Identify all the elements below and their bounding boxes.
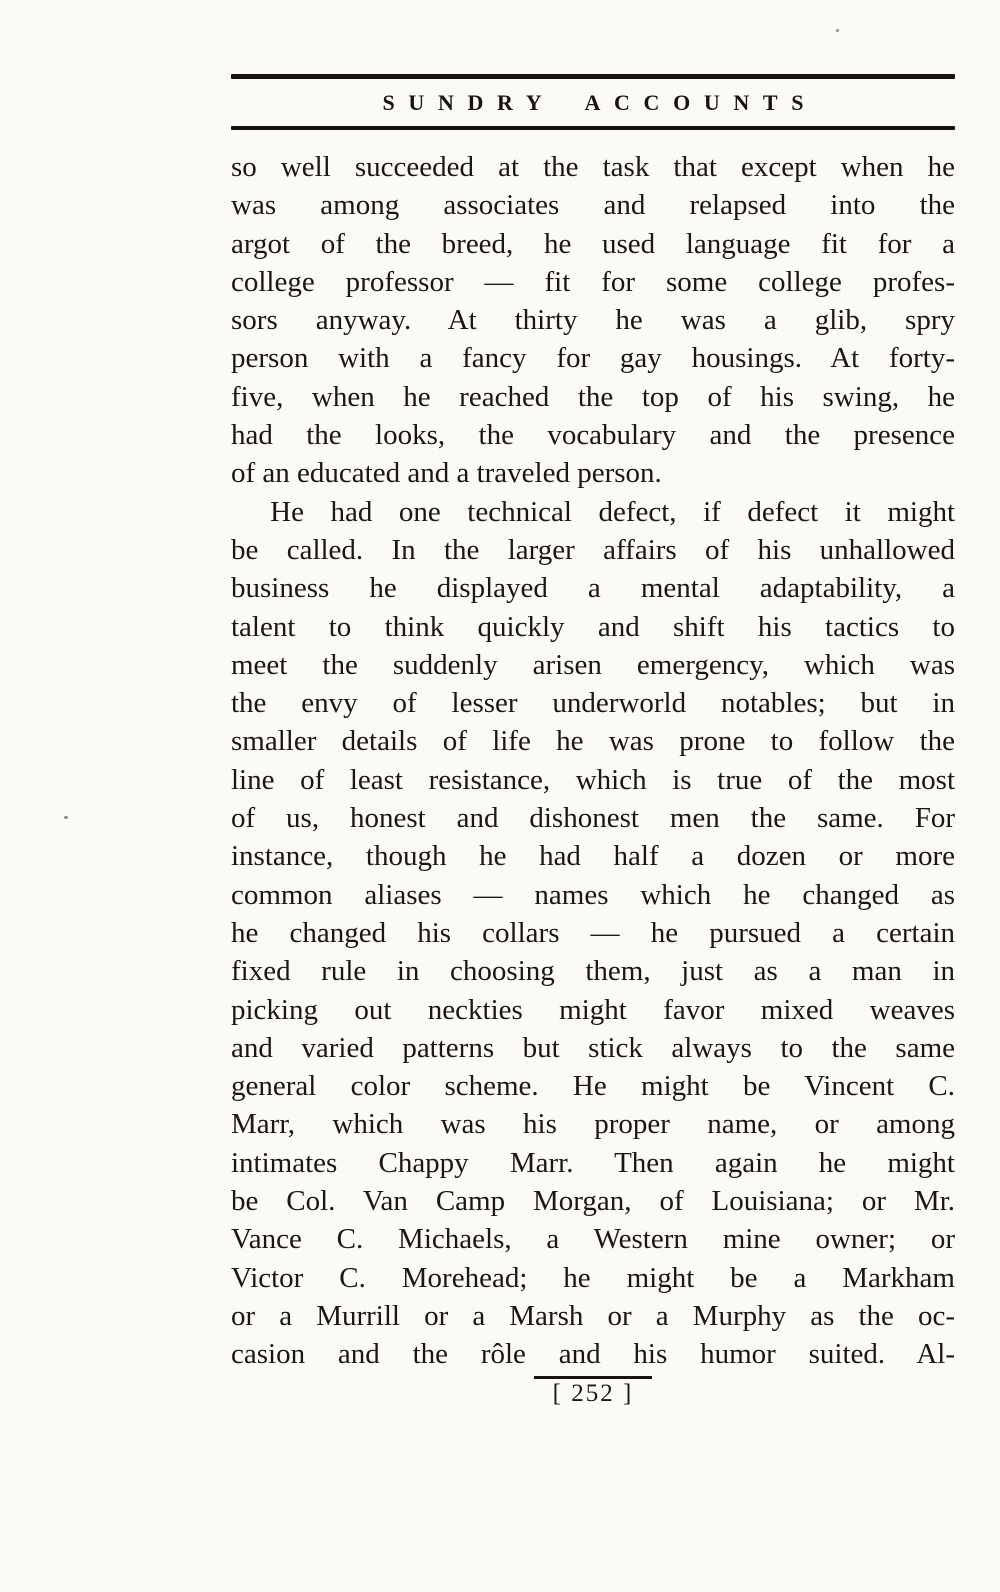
- text-line: general color scheme. He might be Vincent C.: [231, 1070, 955, 1103]
- text-line: so well succeeded at the task that except when he: [231, 151, 955, 183]
- text-line: He had one technical defect, if defect it might: [270, 495, 955, 528]
- text-line: Vance C. Michaels, a Western mine owner; or: [231, 1223, 955, 1256]
- text-line: common aliases — names which he changed as: [231, 878, 955, 911]
- text-line: Victor C. Morehead; he might be a Markham: [231, 1261, 955, 1294]
- text-line: person with a fancy for gay housings. At forty-: [231, 342, 955, 375]
- text-line: line of least resistance, which is true of the most: [231, 763, 955, 796]
- text-line: intimates Chappy Marr. Then again he might: [231, 1146, 955, 1179]
- text-line: be Col. Van Camp Morgan, of Louisiana; or Mr.: [231, 1185, 955, 1218]
- footer-rule: [534, 1376, 652, 1379]
- text-line: instance, though he had half a dozen or more: [231, 840, 955, 873]
- text-line: meet the suddenly arisen emergency, which was: [231, 648, 955, 681]
- text-line: argot of the breed, he used language fit for a: [231, 227, 955, 260]
- running-header: SUNDRY ACCOUNTS: [382, 90, 818, 115]
- text-line: he changed his collars — he pursued a certain: [231, 916, 955, 949]
- page-number: [ 252 ]: [552, 1379, 634, 1407]
- text-line: was among associates and relapsed into the: [231, 189, 955, 222]
- page-content: [231, 74, 955, 1408]
- text-line: had the looks, the vocabulary and the presence: [231, 419, 955, 452]
- text-line: be called. In the larger affairs of his unhallowed: [231, 533, 955, 566]
- paragraph: [231, 148, 955, 493]
- text-line: college professor — fit for some college profes-: [231, 265, 955, 298]
- text-line: smaller details of life he was prone to follow the: [231, 725, 955, 758]
- text-line: of an educated and a traveled person.: [231, 457, 662, 490]
- text-line: or a Murrill or a Marsh or a Murphy as the oc-: [231, 1299, 955, 1332]
- text-line: of us, honest and dishonest men the same. For: [231, 802, 955, 835]
- text-line: sors anyway. At thirty he was a glib, spry: [231, 304, 955, 337]
- header-rule-bottom: [231, 126, 955, 130]
- paragraph: [231, 493, 955, 1374]
- page-footer: [231, 1376, 955, 1408]
- text-line: fixed rule in choosing them, just as a man in: [231, 955, 955, 988]
- page-body: [231, 148, 955, 1374]
- text-line: casion and the rôle and his humor suited. Al-: [231, 1338, 955, 1371]
- scan-speck: [836, 29, 839, 32]
- text-line: picking out neckties might favor mixed weaves: [231, 993, 955, 1026]
- text-line: the envy of lesser underworld notables; but in: [231, 687, 955, 720]
- text-line: business he displayed a mental adaptability, a: [231, 572, 955, 605]
- text-line: Marr, which was his proper name, or among: [231, 1108, 955, 1141]
- text-line: talent to think quickly and shift his tactics to: [231, 610, 955, 643]
- scan-speck: [64, 816, 68, 819]
- text-line: and varied patterns but stick always to the same: [231, 1031, 955, 1064]
- text-line: five, when he reached the top of his swing, he: [231, 380, 955, 413]
